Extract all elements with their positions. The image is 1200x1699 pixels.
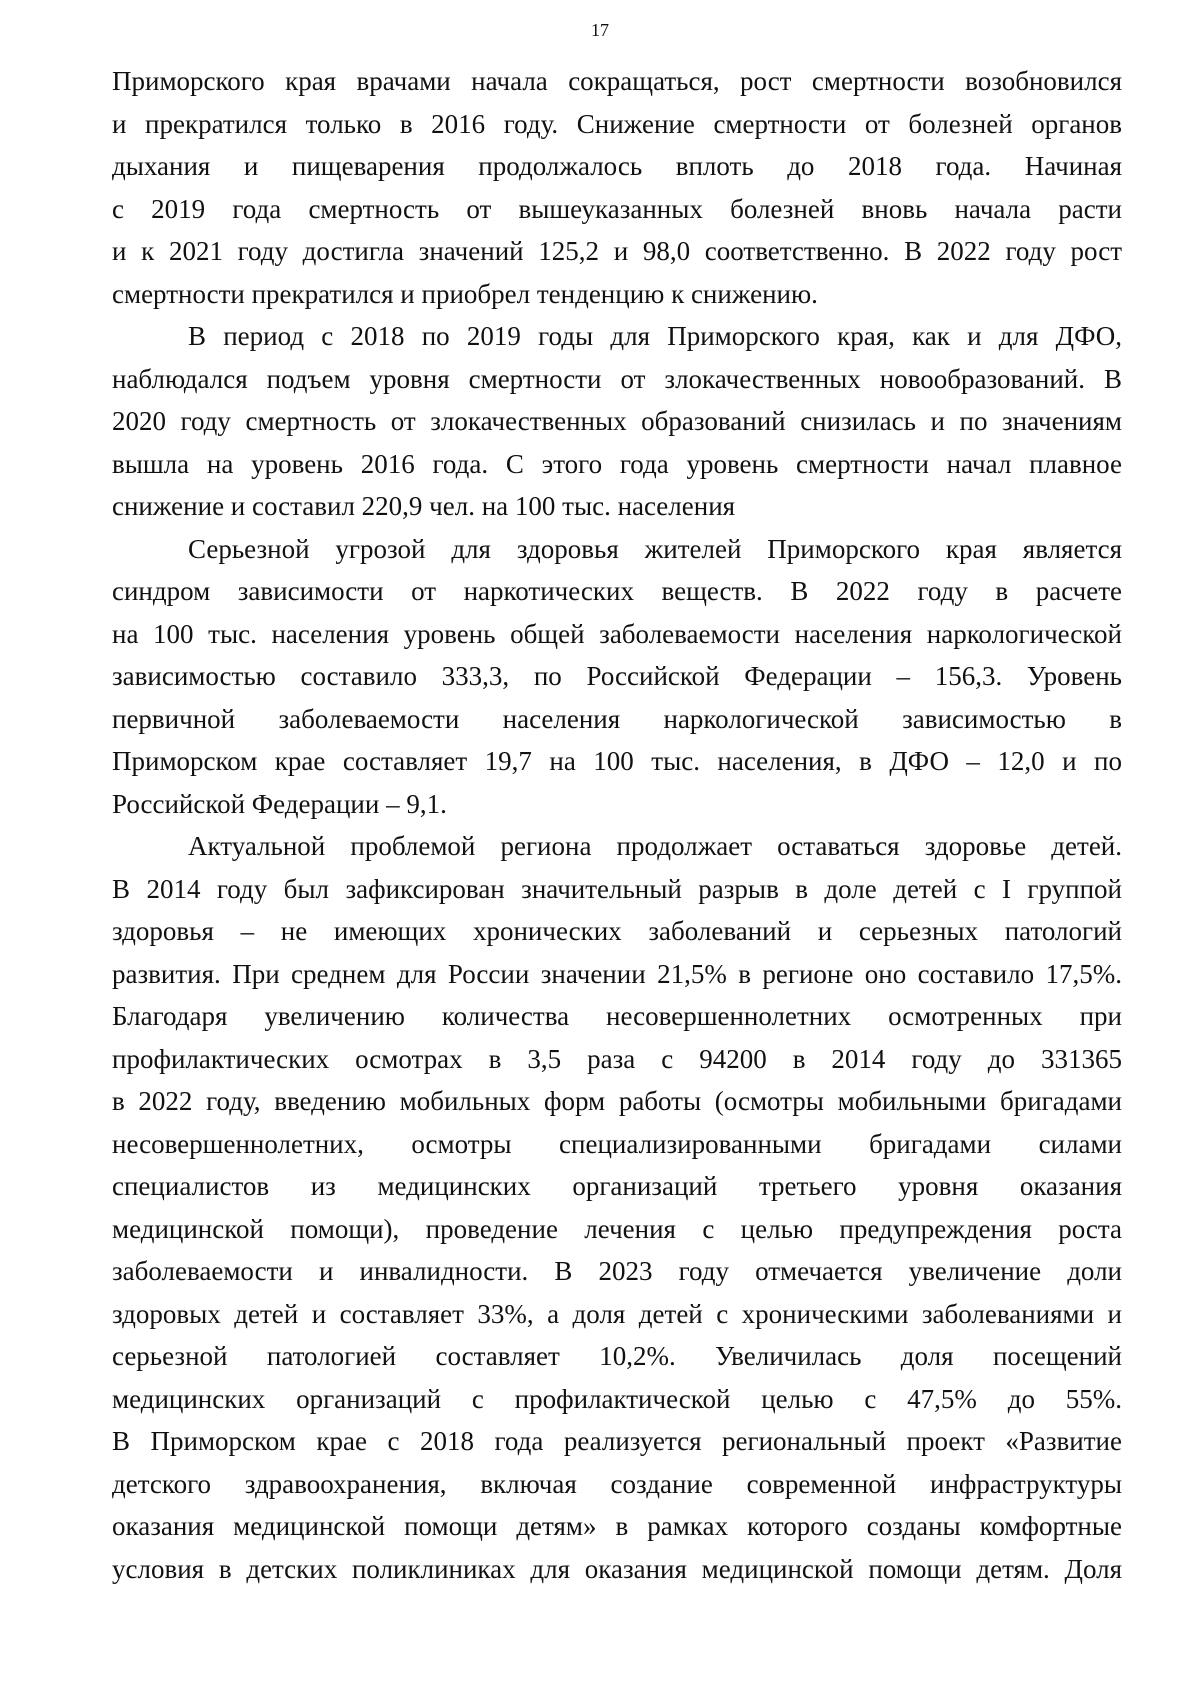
paragraph <box>112 825 1122 1590</box>
text-line: здоровья – не имеющих хронических заболеваний и серьезных патологий <box>112 916 1122 946</box>
text-line: 2020 году смертность от злокачественных образований снизилась и по значениям <box>112 406 1122 436</box>
text-line: и прекратился только в 2016 году. Снижение смертности от болезней органов <box>112 108 1122 139</box>
document-body <box>112 60 1122 1590</box>
text-line: первичной заболеваемости населения наркологической зависимостью в <box>112 703 1122 734</box>
text-line: и к 2021 году достигла значений 125,2 и 98,0 соответственно. В 2022 году рост <box>112 236 1122 266</box>
paragraph <box>112 315 1122 528</box>
page-number: 17 <box>591 20 609 40</box>
text-line: наблюдался подъем уровня смертности от злокачественных новообразований. В <box>112 363 1122 394</box>
text-line: заболеваемости и инвалидности. В 2023 году отмечается увеличение доли <box>112 1256 1122 1286</box>
text-line: дыхания и пищеварения продолжалось вплоть до 2018 года. Начиная <box>112 151 1122 181</box>
text-line: медицинских организаций с профилактической целью с 47,5% до 55%. <box>112 1383 1122 1414</box>
text-line: В Приморском крае с 2018 года реализуется региональный проект «Развитие <box>112 1426 1122 1456</box>
text-line: специалистов из медицинских организаций третьего уровня оказания <box>112 1171 1122 1201</box>
text-line: развития. При среднем для России значении 21,5% в регионе оно составило 17,5%. <box>112 958 1122 989</box>
text-line: несовершеннолетних, осмотры специализированными бригадами силами <box>112 1128 1122 1159</box>
text-line: Актуальной проблемой региона продолжает оставаться здоровье детей. <box>188 831 1122 861</box>
text-line: В период с 2018 по 2019 годы для Приморского края, как и для ДФО, <box>188 321 1122 351</box>
text-line: смертности прекратился и приобрел тенденцию к снижению. <box>112 278 818 309</box>
text-line: серьезной патологией составляет 10,2%. Увеличилась доля посещений <box>112 1341 1122 1371</box>
text-line: Приморского края врачами начала сокращаться, рост смертности возобновился <box>112 66 1122 96</box>
text-line: зависимостью составило 333,3, по Российской Федерации – 156,3. Уровень <box>112 661 1122 691</box>
text-line: с 2019 года смертность от вышеуказанных болезней вновь начала расти <box>112 193 1122 224</box>
text-line: снижение и составил 220,9 чел. на 100 тыс. населения <box>112 491 736 521</box>
text-line: на 100 тыс. населения уровень общей заболеваемости населения наркологической <box>112 618 1122 649</box>
text-line: Приморском крае составляет 19,7 на 100 тыс. населения, в ДФО – 12,0 и по <box>112 746 1122 776</box>
text-line: Российской Федерации – 9,1. <box>112 788 447 819</box>
text-line: вышла на уровень 2016 года. С этого года уровень смертности начал плавное <box>112 448 1122 479</box>
text-line: в 2022 году, введению мобильных форм работы (осмотры мобильными бригадами <box>112 1086 1122 1116</box>
paragraph <box>112 528 1122 826</box>
text-line: здоровых детей и составляет 33%, а доля детей с хроническими заболеваниями и <box>112 1298 1122 1329</box>
text-line: детского здравоохранения, включая создание современной инфраструктуры <box>112 1468 1122 1499</box>
text-line: Серьезной угрозой для здоровья жителей Приморского края является <box>188 533 1122 564</box>
text-line: профилактических осмотрах в 3,5 раза с 94200 в 2014 году до 331365 <box>112 1043 1122 1074</box>
paragraph <box>112 60 1122 315</box>
text-line: медицинской помощи), проведение лечения с целью предупреждения роста <box>112 1213 1122 1244</box>
text-line: условия в детских поликлиниках для оказания медицинской помощи детям. Доля <box>112 1553 1122 1584</box>
text-line: синдром зависимости от наркотических веществ. В 2022 году в расчете <box>112 576 1122 606</box>
text-line: Благодаря увеличению количества несовершеннолетних осмотренных при <box>112 1001 1122 1031</box>
text-line: В 2014 году был зафиксирован значительный разрыв в доле детей с I группой <box>112 873 1122 904</box>
text-line: оказания медицинской помощи детям» в рамках которого созданы комфортные <box>112 1511 1122 1541</box>
